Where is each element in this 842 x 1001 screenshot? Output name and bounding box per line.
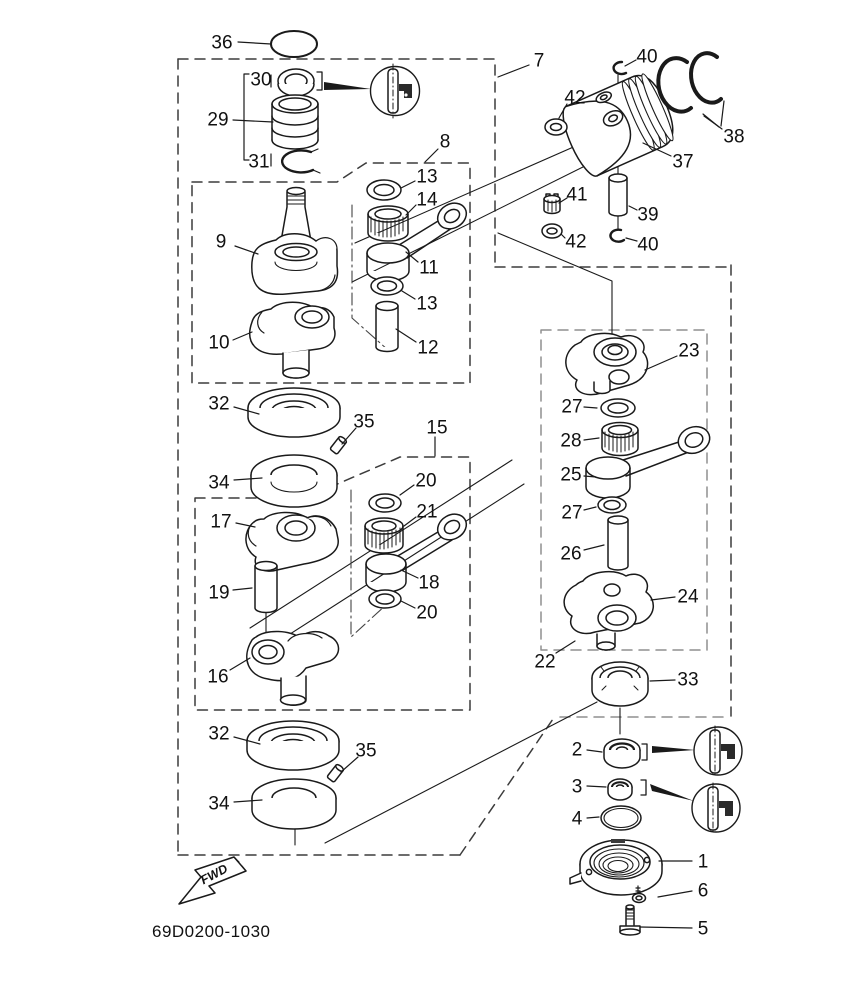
callout-25: 25	[560, 464, 582, 486]
callout-leader-21	[404, 517, 416, 526]
detail-bubble-top	[317, 64, 420, 118]
callout-11: 11	[419, 257, 439, 279]
callout-3: 3	[571, 776, 583, 798]
callout-21: 21	[416, 501, 438, 523]
callout-13: 13	[416, 293, 438, 315]
detail-bubble-seal-3	[650, 783, 740, 834]
callout-leader-3	[587, 786, 606, 787]
callout-leader-20	[401, 601, 415, 608]
callout-18: 18	[418, 572, 440, 594]
crank-web-24-drawing	[564, 572, 653, 650]
callout-29: 29	[207, 109, 229, 131]
callout-24: 24	[677, 586, 699, 608]
callout-38: 38	[723, 126, 745, 148]
callout-leader-27	[584, 507, 596, 510]
callout-23: 23	[678, 340, 700, 362]
oring-4-drawing	[601, 806, 641, 830]
callout-28: 28	[560, 430, 582, 452]
callout-37: 37	[672, 151, 694, 173]
callout-leader-4	[587, 817, 599, 818]
callout-9: 9	[215, 231, 227, 253]
callout-34: 34	[208, 793, 230, 815]
callout-17: 17	[210, 511, 232, 533]
callout-2: 2	[571, 739, 583, 761]
callout-12: 12	[417, 337, 439, 359]
oring-36-drawing	[271, 31, 317, 57]
callout-leader-16	[230, 658, 250, 670]
callout-14: 14	[416, 189, 438, 211]
callout-34: 34	[208, 472, 230, 494]
crank-web-23-drawing	[566, 333, 648, 394]
crankshaft-9-drawing	[252, 188, 338, 295]
crank-pin-19-drawing	[255, 562, 277, 613]
callout-6: 6	[697, 880, 709, 902]
callout-26: 26	[560, 543, 582, 565]
callout-leader-14	[406, 205, 416, 215]
callout-33: 33	[677, 669, 699, 691]
callout-leader-23	[645, 356, 677, 370]
oil-seal-2-drawing	[604, 739, 647, 768]
callout-40: 40	[636, 46, 658, 68]
callout-leader-29	[233, 120, 273, 122]
callout-20: 20	[415, 470, 437, 492]
dowel-pin-35-upper-drawing	[330, 435, 348, 454]
callout-leader-5	[640, 927, 692, 928]
callout-leader-9	[235, 246, 258, 254]
callout-leader-12	[396, 329, 416, 342]
callout-22: 22	[534, 651, 556, 673]
callout-leader-19	[233, 588, 252, 590]
callout-5: 5	[697, 918, 709, 940]
labyrinth-seal-32-lower-drawing	[247, 721, 339, 770]
callout-8: 8	[439, 131, 451, 153]
callout-leader-33	[650, 680, 675, 681]
callout-1: 1	[697, 851, 709, 873]
callout-41: 41	[566, 184, 588, 206]
callout-40: 40	[637, 234, 659, 256]
callout-leader-2	[587, 750, 602, 752]
callout-leader-8	[425, 149, 438, 162]
callout-10: 10	[208, 332, 230, 354]
crank-web-10-drawing	[250, 302, 335, 378]
callout-30: 30	[250, 69, 272, 91]
callout-leader-27	[584, 407, 597, 408]
bolt-5-drawing	[620, 905, 640, 935]
callout-27: 27	[561, 396, 583, 418]
callout-leader-24	[651, 597, 675, 600]
callout-leader-26	[584, 545, 604, 550]
callout-leader-40	[625, 60, 636, 66]
ring-34-lower-drawing	[252, 779, 336, 829]
callout-leader-18	[401, 570, 418, 578]
dowel-pin-35-lower-drawing	[327, 763, 345, 782]
callout-27: 27	[561, 502, 583, 524]
callout-leader-42	[561, 234, 565, 238]
callout-39: 39	[637, 204, 659, 226]
callout-leader-13	[402, 291, 415, 299]
callout-leader-13	[401, 181, 415, 188]
callout-42: 42	[564, 87, 586, 109]
callout-16: 16	[207, 666, 229, 688]
detail-bubble-seal-2	[652, 726, 742, 777]
callout-leader-6	[658, 891, 692, 897]
callout-leader-7	[498, 65, 529, 77]
callout-leader-22	[556, 641, 575, 653]
callout-4: 4	[571, 808, 583, 830]
callout-42: 42	[565, 231, 587, 253]
fwd-arrow	[179, 857, 246, 904]
callout-35: 35	[355, 740, 377, 762]
callout-leader-28	[584, 438, 599, 440]
callout-35: 35	[353, 411, 375, 433]
callout-31: 31	[248, 151, 270, 173]
callout-20: 20	[416, 602, 438, 624]
callout-19: 19	[208, 582, 230, 604]
callout-7: 7	[533, 50, 545, 72]
ring-34-upper-drawing	[251, 455, 337, 507]
drawing-code: 69D0200-1030	[152, 922, 271, 941]
labyrinth-seal-32-upper-drawing	[248, 388, 340, 437]
conrod-25-group-drawing	[586, 399, 713, 570]
oil-seal-3-drawing	[608, 779, 646, 800]
callout-32: 32	[208, 723, 230, 745]
ball-bearing-33-drawing	[592, 662, 648, 706]
callout-36: 36	[211, 32, 233, 54]
crank-web-16-drawing	[247, 631, 339, 705]
callout-leader-36	[238, 42, 271, 44]
callout-32: 32	[208, 393, 230, 415]
callout-leader-20	[400, 485, 414, 495]
fwd-arrow-label: FWD	[198, 861, 230, 888]
seal-housing-1-drawing	[570, 839, 662, 895]
callout-13: 13	[416, 166, 438, 188]
callout-leader-38	[704, 116, 722, 129]
callout-leader-39	[629, 206, 637, 210]
callout-leader-40	[626, 238, 637, 241]
callout-15: 15	[426, 417, 448, 439]
